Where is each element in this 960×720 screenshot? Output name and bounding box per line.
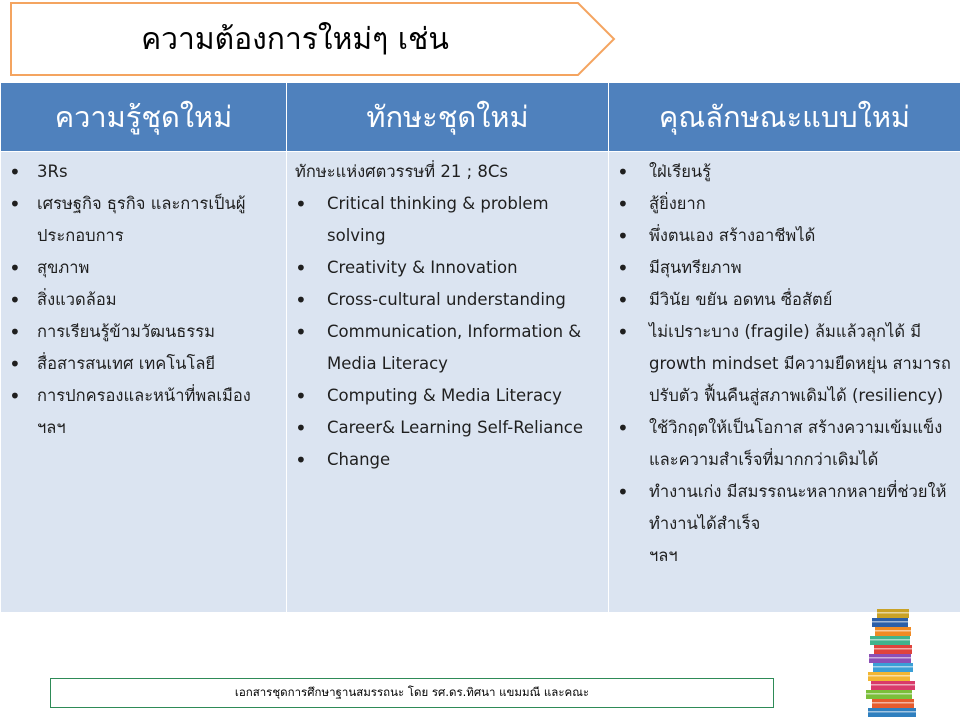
list-item: • Change xyxy=(291,444,604,476)
list-item: • ทำงานเก่ง มีสมรรถนะหลากหลายที่ช่วยให้ทำงานได้สำเร็จ xyxy=(613,476,956,540)
list-item: • มีสุนทรียภาพ xyxy=(613,252,956,284)
list-item: • Computing & Media Literacy xyxy=(291,380,604,412)
attributes-cell xyxy=(609,152,960,613)
book-stack-icon xyxy=(862,604,922,718)
knowledge-cell xyxy=(1,152,287,613)
list-item: • ไม่เปราะบาง (fragile) ล้มแล้วลุกได้ มี growth mindset มีความยืดหยุ่น สามารถปรับตัว ฟื้นคืนสู่สภาพเดิมได้ (resiliency) xyxy=(613,316,956,412)
list-item: • สุขภาพ xyxy=(5,252,282,284)
skills-intro: ทักษะแห่งศตวรรษที่ 21 ; 8Cs xyxy=(295,162,509,181)
table-body-row xyxy=(1,152,960,613)
list-item: • สิ่งแวดล้อม xyxy=(5,284,282,316)
list-item: • 3Rs xyxy=(5,156,282,188)
list-item: • มีวินัย ขยัน อดทน ซื่อสัตย์ xyxy=(613,284,956,316)
knowledge-list xyxy=(5,156,282,444)
list-item: • เศรษฐกิจ ธุรกิจ และการเป็นผู้ประกอบการ xyxy=(5,188,282,252)
list-item: • Communication, Information & Media Literacy xyxy=(291,316,604,380)
content-table xyxy=(0,82,960,613)
header-knowledge: ความรู้ชุดใหม่ xyxy=(1,83,287,152)
list-item: • พึ่งตนเอง สร้างอาชีพได้ xyxy=(613,220,956,252)
attributes-list xyxy=(613,156,956,540)
list-item: • Critical thinking & problem solving xyxy=(291,188,604,252)
list-item: • สื่อสารสนเทศ เทคโนโลยี xyxy=(5,348,282,380)
skills-list xyxy=(291,188,604,476)
footer-citation: เอกสารชุดการศึกษาฐานสมรรถนะ โดย รศ.ดร.ทิศนา แขมมณี และคณะ xyxy=(50,678,774,708)
list-item: • สู้ยิ่งยาก xyxy=(613,188,956,220)
list-item: • Cross-cultural understanding xyxy=(291,284,604,316)
list-item: • Creativity & Innovation xyxy=(291,252,604,284)
list-item: • การปกครองและหน้าที่พลเมือง ฯลฯ xyxy=(5,380,282,444)
table-header-row xyxy=(1,83,960,152)
skills-cell xyxy=(287,152,609,613)
list-item: • การเรียนรู้ข้ามวัฒนธรรม xyxy=(5,316,282,348)
attributes-trailing: ฯลฯ xyxy=(649,546,678,565)
list-item: • Career& Learning Self-Reliance xyxy=(291,412,604,444)
header-skills: ทักษะชุดใหม่ xyxy=(287,83,609,152)
slide-title: ความต้องการใหม่ๆ เช่น xyxy=(141,21,449,57)
header-attributes: คุณลักษณะแบบใหม่ xyxy=(609,83,960,152)
list-item: • ใฝ่เรียนรู้ xyxy=(613,156,956,188)
list-item: • ใช้วิกฤตให้เป็นโอกาส สร้างความเข้มแข็งและความสำเร็จที่มากกว่าเดิมได้ xyxy=(613,412,956,476)
